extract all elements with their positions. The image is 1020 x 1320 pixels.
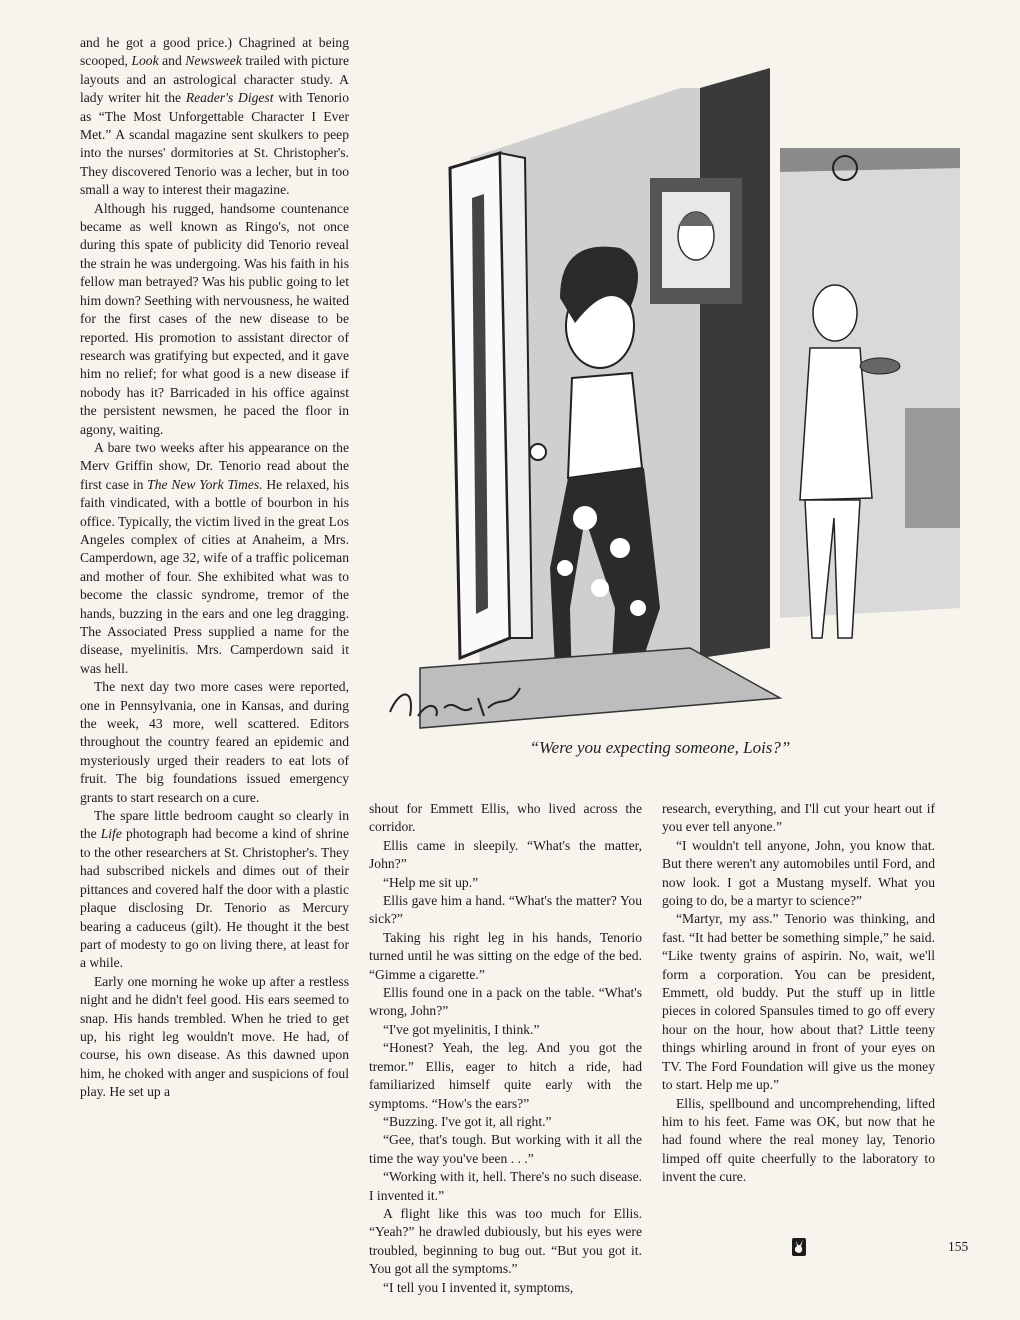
paragraph: The next day two more cases were reported, one in Pennsylvania, one in Kansas, and during the week, 43 more, well scattered. Editors throughout the country feared an epidemic and mysteriously urged their readers to eat lots of fruit. The big foundations issued emergency grants to start research on a cure.: [80, 679, 349, 805]
dark-corridor: [700, 68, 770, 658]
magazine-title: Reader's Digest: [185, 90, 274, 106]
text-column-right: [662, 800, 935, 1187]
text-run: He relaxed, his faith vindicated, with a bottle of bourbon in his office. Typically, the victim lived in the great Los Angeles complex of cities at Anaheim, a Mrs. Camperdown, age 32, wife of a traffic policeman and mother of four. She exhibited what was to become the classic syndrome, tremor of the hands, buzzing in the ears and one leg dragging. The Associated Press supplied a name for the disease, myelinitis. Mrs. Camperdown said it was hell.: [80, 476, 350, 676]
text-run: The spare little bedroom caught so clearly in the: [80, 808, 349, 842]
paragraph: Although his rugged, handsome countenance became as well known as Ringo's, not once during this spate of publicity did Tenorio reveal the strain he was undergoing. Was his faith in his fellow man betrayed? Was his public going to let him down? Seething with nervousness, he waited for the first cases of the new disease to be reported. His promotion to assistant director of research was gratifying but expected, and it gave him no relief; for what good is a new disease if nobody has it? Barricaded in his office against the persistent newsmen, he paced the floor in agony, waiting.: [80, 200, 349, 437]
text-column-middle: [369, 800, 642, 1297]
text-run: and he got a good price.) Chagrined at being scooped,: [80, 35, 349, 69]
paragraph: [80, 807, 349, 973]
paragraph: Ellis, spellbound and uncomprehending, lifted him to his feet. Fame was OK, but now that he had found where the real money lay, Tenorio limped off quite cheerfully to the laboratory to invent the cure.: [662, 1095, 935, 1185]
magazine-title: Look: [131, 53, 159, 69]
paragraph: “Gee, that's tough. But working with it all the time the way you've been . . .”: [369, 1132, 642, 1166]
paragraph: research, everything, and I'll cut your heart out if you ever tell anyone.”: [662, 801, 935, 835]
kitchen-counter: [905, 408, 960, 528]
page-number: 155: [948, 1239, 969, 1254]
text-column-left: [80, 34, 349, 1102]
woman-blouse: [568, 373, 642, 478]
paragraph: Ellis came in sleepily. “What's the matter, John?”: [369, 837, 642, 872]
text-run: A bare two weeks after his appearance on the Merv Griffin show, Dr. Tenorio read about the first case in: [80, 439, 349, 492]
paragraph: “I tell you I invented it, symptoms,: [383, 1279, 574, 1295]
paragraph: Early one morning he woke up after a restless night and he didn't feel good. His ears seemed to snap. His hands trembled. When he tried to get up, his right leg wouldn't move. He had, of course, his own disease. As this dawned upon him, he choked with anger and suspicions of foul play. He set up a: [80, 973, 349, 1100]
background-woman-head: [813, 285, 857, 341]
paragraph: “I've got myelinitis, I think.”: [383, 1021, 540, 1037]
text-run: and: [158, 53, 186, 69]
paragraph: A flight like this was too much for Ellis. “Yeah?” he drawled dubiously, but his eyes were troubled, beginning to bug out. “But you got it. You got all the symptoms.”: [369, 1205, 642, 1277]
paragraph: “Honest? Yeah, the leg. And you got the tremor.” Ellis, eager to hitch a ride, had familiarized himself quite early with the symptoms. “How's the ears?”: [369, 1040, 642, 1111]
rabbit-head-icon: [792, 1238, 806, 1256]
paragraph: “Working with it, hell. There's no such disease. I invented it.”: [369, 1169, 642, 1203]
paragraph: Ellis found one in a pack on the table. “What's wrong, John?”: [369, 985, 642, 1019]
paragraph: Ellis gave him a hand. “What's the matter? You sick?”: [369, 893, 642, 927]
cartoon-illustration: [360, 48, 960, 738]
paragraph: [80, 439, 349, 678]
paragraph: [80, 34, 349, 200]
cake-plate: [860, 358, 900, 374]
magazine-title: Life: [100, 826, 122, 842]
paragraph: “Martyr, my ass.” Tenorio was thinking, and fast. “It had better be something simple,” he said. “Like twenty grains of aspirin. No, wait, we'll form a corporation. You can be president, Emmett, old buddy. Put the stuff up in little pieces in colored Spansules timed to go off every hour on the hour, how about that? Little teeny things whirling around in front of your eyes on TV. The Ford Foundation will give us the money to start. Help me up.”: [662, 911, 935, 1093]
background-woman-dress: [800, 348, 872, 500]
paragraph: “Help me sit up.”: [383, 874, 479, 890]
text-run: photograph had become a kind of shrine to the other researchers at St. Christopher's. They had subscribed nickels and dimes out of their pittances and covered half the door with a plastic plaque disclosing Dr. Tenorio as Mercury bearing a caduceus (gilt). He thought it the best part of modesty to go on living there, at least for a while.: [80, 826, 349, 971]
doorstep: [420, 648, 780, 728]
text-run: trailed with picture layouts and an astrological character study. A lady writer hit the: [80, 53, 349, 106]
paragraph: Taking his right leg in his hands, Tenorio turned until he was sitting on the edge of the bed. “Gimme a cigarette.”: [369, 929, 642, 982]
magazine-title: Newsweek: [185, 53, 242, 69]
text-run: with Tenorio as “The Most Unforgettable Character I Ever Met.” A scandal magazine sent skulkers to peep into the nurses' dormitories at St. Christopher's. They discovered Tenorio was a lecher, but in too small a way to interest their magazine.: [80, 90, 350, 198]
doorknob: [530, 444, 546, 460]
newspaper-title: The New York Times.: [147, 476, 263, 492]
paragraph: “Buzzing. I've got it, all right.”: [383, 1113, 552, 1129]
paragraph: shout for Emmett Ellis, who lived across the corridor.: [369, 801, 642, 835]
cartoon-caption: “Were you expecting someone, Lois?”: [529, 738, 791, 757]
paragraph: “I wouldn't tell anyone, John, you know that. But there weren't any automobiles until Ford, and now look. I got a Mustang myself. What you going to do, be a martyr to science?”: [662, 837, 935, 909]
